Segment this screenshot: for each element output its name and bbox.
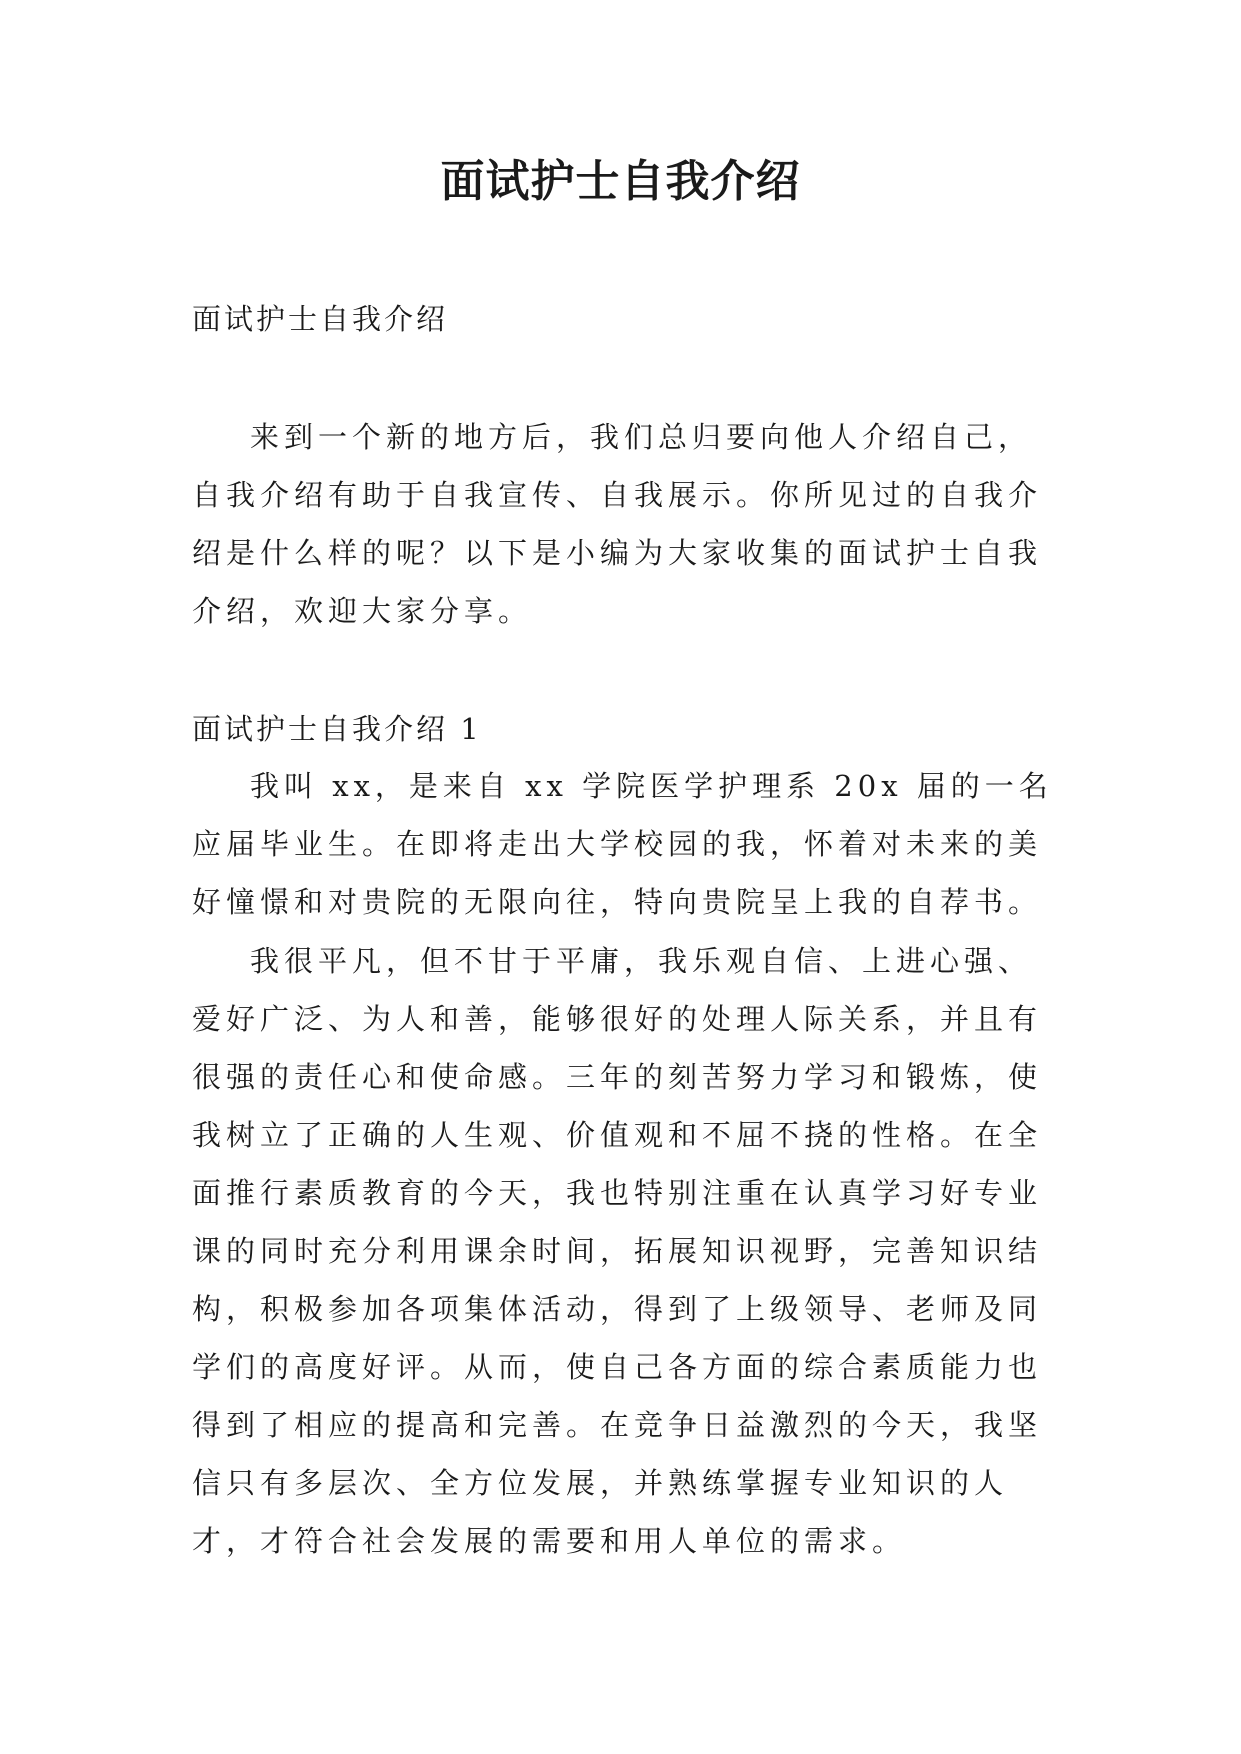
section-heading: 面试护士自我介绍 1 (192, 712, 482, 746)
document-subtitle: 面试护士自我介绍 (192, 302, 449, 336)
document-title: 面试护士自我介绍 (440, 156, 801, 207)
body-paragraph-2: 我很平凡，但不甘于平庸，我乐观自信、上进心强、爱好广泛、为人和善，能够很好的处理人际关系，并且有很强的责任心和使命感。三年的刻苦努力学习和锻炼，使我树立了正确的人生观、价值观和不屈不挠的性格。在全面推行素质教育的今天，我也特别注重在认真学习好专业课的同时充分利用课余时间，拓展知识视野，完善知识结构，积极参加各项集体活动，得到了上级领导、老师及同学们的高度好评。从而，使自己各方面的综合素质能力也得到了相应的提高和完善。在竞争日益激烈的今天，我坚信只有多层次、全方位发展，并熟练掌握专业知识的人才，才符合社会发展的需要和用人单位的需求。 (192, 944, 1043, 1558)
body-paragraph-1: 我叫 xx，是来自 xx 学院医学护理系 20x 届的一名应届毕业生。在即将走出大学校园的我，怀着对未来的美好憧憬和对贵院的无限向往，特向贵院呈上我的自荐书。 (192, 769, 1053, 919)
intro-paragraph: 来到一个新的地方后，我们总归要向他人介绍自己，自我介绍有助于自我宣传、自我展示。你所见过的自我介绍是什么样的呢？以下是小编为大家收集的面试护士自我介绍，欢迎大家分享。 (192, 420, 1043, 628)
